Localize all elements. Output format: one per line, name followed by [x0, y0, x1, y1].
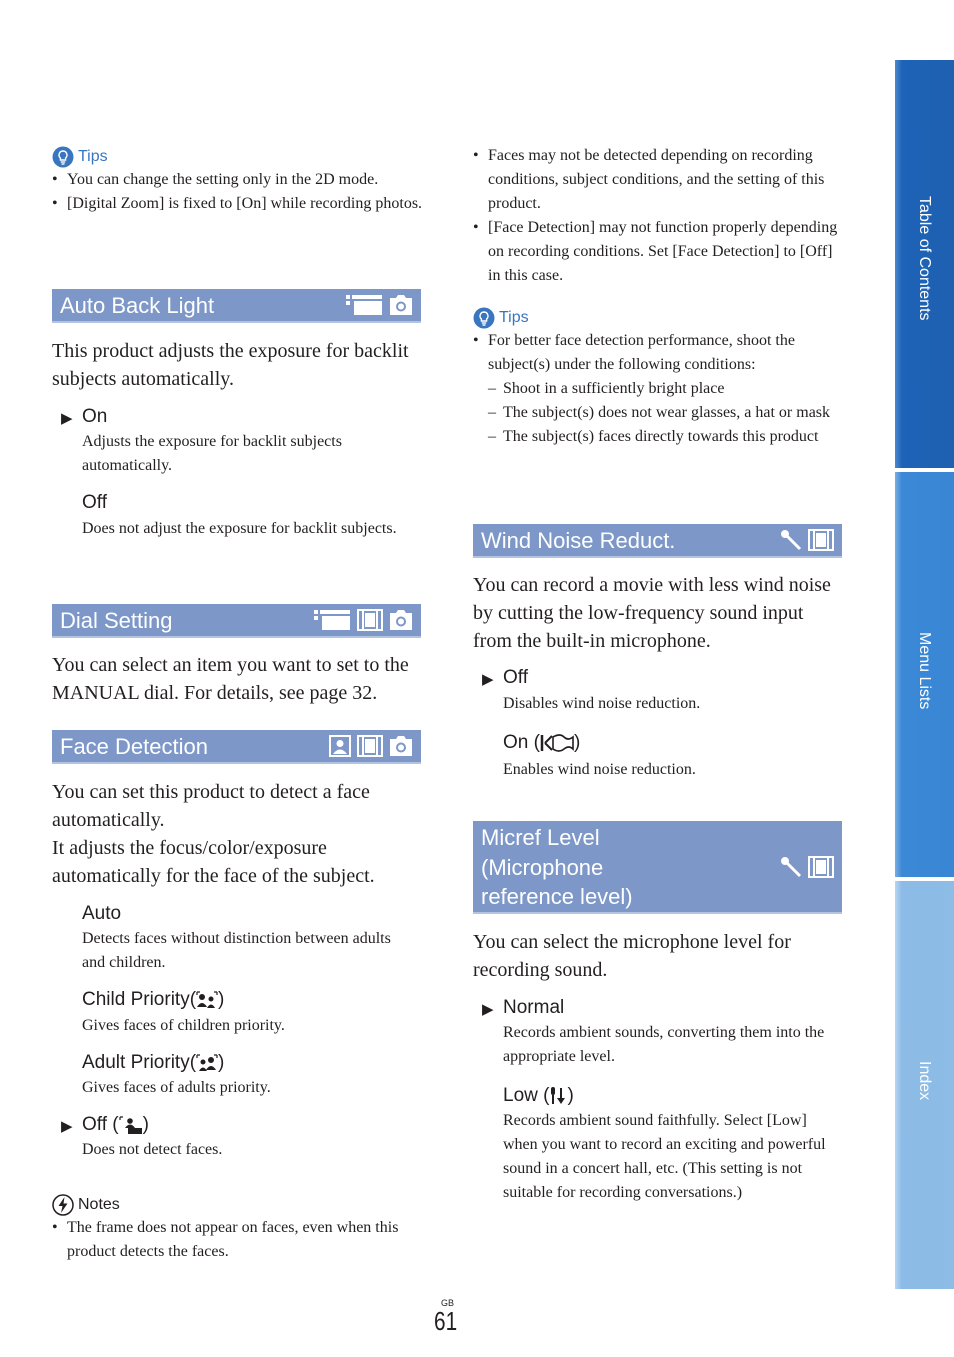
mode-icons [329, 735, 413, 757]
mode-icons [345, 294, 413, 316]
film-icon [808, 529, 834, 551]
face-off-icon [119, 1116, 143, 1134]
option-title: Off [503, 667, 528, 688]
bullet-item: • Faces may not be detected depending on recording conditions, subject conditions, and the setting of this product. [473, 144, 845, 216]
movie-mode-icon [345, 294, 383, 316]
sidebar-tab-label: Index [916, 1061, 933, 1101]
tips-heading [473, 307, 845, 329]
option-title-adult-priority: Adult Priority( ) [82, 1052, 225, 1073]
camera-icon [389, 295, 413, 315]
mode-icons [780, 856, 834, 878]
film-icon [808, 856, 834, 878]
wind-noise-intro: You can record a movie with less wind noise by cutting the low-frequency sound input from the built-in microphone. [473, 574, 831, 652]
lightbulb-icon [52, 146, 74, 168]
default-arrow-icon: ▶ [482, 1000, 494, 1018]
dial-setting-intro: You can select an item you want to set to the MANUAL dial. For details, see page 32. [52, 654, 409, 704]
film-icon [357, 609, 383, 631]
notes-section [52, 1194, 424, 1264]
option-desc: Records ambient sounds, converting them into the appropriate level. [503, 1024, 825, 1065]
option-title-off: Off ( ) [82, 1114, 149, 1135]
tips-label: Tips [78, 148, 108, 165]
tips-label: Tips [499, 309, 529, 326]
mic-level-low-icon [549, 1086, 567, 1106]
auto-back-light-heading: Auto Back Light [52, 289, 421, 323]
face-detection-intro: You can set this product to detect a face automatically. [52, 781, 370, 831]
tips-item: • For better face detection performance, shoot the subject(s) under the following conditions: [473, 329, 845, 377]
region-code: GB [441, 1298, 455, 1308]
face-detection-heading: Face Detection [52, 730, 421, 764]
option-desc: Disables wind noise reduction. [503, 695, 701, 712]
tips-dash-item: – Shoot in a sufficiently bright place [488, 380, 725, 397]
notes-lightning-icon [52, 1194, 74, 1216]
default-arrow-icon: ▶ [61, 1117, 73, 1135]
notes-heading [52, 1194, 424, 1216]
option-desc: Adjusts the exposure for backlit subjects automatically. [82, 433, 342, 474]
adult-priority-icon [196, 1054, 218, 1072]
sidebar-tab-menu-lists[interactable] [895, 472, 954, 877]
option-desc: Does not detect faces. [82, 1141, 223, 1158]
micref-intro: You can select the microphone level for recording sound. [473, 931, 791, 981]
option-title-on: On ( ) [503, 732, 581, 753]
option-desc: Enables wind noise reduction. [503, 761, 696, 778]
movie-mode-icon [313, 609, 351, 631]
option-desc: Detects faces without distinction between adults and children. [82, 930, 391, 971]
face-detection-intro: It adjusts the focus/color/exposure automatically for the face of the subject. [52, 837, 375, 887]
tips-dash-item: – The subject(s) faces directly towards this product [488, 428, 819, 445]
option-desc: Does not adjust the exposure for backlit subjects. [82, 520, 397, 537]
face-detection-notes [473, 144, 845, 288]
wind-cut-icon [540, 733, 574, 753]
tips-dash-item: – The subject(s) does not wear glasses, a hat or mask [488, 404, 831, 421]
film-icon [357, 735, 383, 757]
wind-noise-heading: Wind Noise Reduct. [473, 524, 842, 558]
tips-item: • You can change the setting only in the 2D mode. [52, 168, 424, 192]
notes-item: • The frame does not appear on faces, even when this product detects the faces. [52, 1216, 424, 1264]
default-arrow-icon: ▶ [61, 409, 73, 427]
sidebar-tab-label: Menu Lists [916, 632, 933, 710]
tips-heading [52, 146, 424, 168]
option-desc: Gives faces of children priority. [82, 1017, 285, 1034]
option-desc: Gives faces of adults priority. [82, 1079, 271, 1096]
child-priority-icon [196, 991, 218, 1009]
option-title: Auto [82, 903, 122, 924]
auto-back-light-intro: This product adjusts the exposure for backlit subjects automatically. [52, 340, 409, 390]
page-number: 61 [434, 1306, 458, 1336]
option-title: Normal [503, 997, 565, 1018]
microphone-icon [780, 856, 802, 878]
sidebar-tab-label: Table of Contents [916, 196, 933, 321]
camera-icon [389, 736, 413, 756]
sidebar-tab-index[interactable] [895, 881, 954, 1289]
sidebar-tab-table-of-contents[interactable] [895, 60, 954, 468]
camera-icon [389, 610, 413, 630]
tips-item: • [Digital Zoom] is fixed to [On] while recording photos. [52, 192, 424, 216]
mode-icons [780, 529, 834, 551]
micref-level-heading: Micref Level (Microphone reference level) [473, 821, 842, 914]
notes-label: Notes [78, 1196, 120, 1213]
default-arrow-icon: ▶ [482, 670, 494, 688]
microphone-icon [780, 529, 802, 551]
option-title: On [82, 406, 108, 427]
tips-section [473, 307, 845, 449]
tips-section [52, 146, 424, 216]
option-title: Off [82, 492, 107, 513]
bullet-item: • [Face Detection] may not function properly depending on recording conditions. Set [Face Detection] to [Off] in this case. [473, 216, 845, 288]
option-title-child-priority: Child Priority( ) [82, 989, 225, 1010]
option-desc: Records ambient sound faithfully. Select [Low] when you want to record an exciting and powerful sound in a concert hall, etc. (This setting is not suitable for recording conversations.) [503, 1112, 826, 1201]
mode-icons [313, 609, 413, 631]
dial-setting-heading: Dial Setting [52, 604, 421, 638]
option-title-low: Low ( ) [503, 1085, 574, 1106]
portrait-icon [329, 735, 351, 757]
lightbulb-icon [473, 307, 495, 329]
